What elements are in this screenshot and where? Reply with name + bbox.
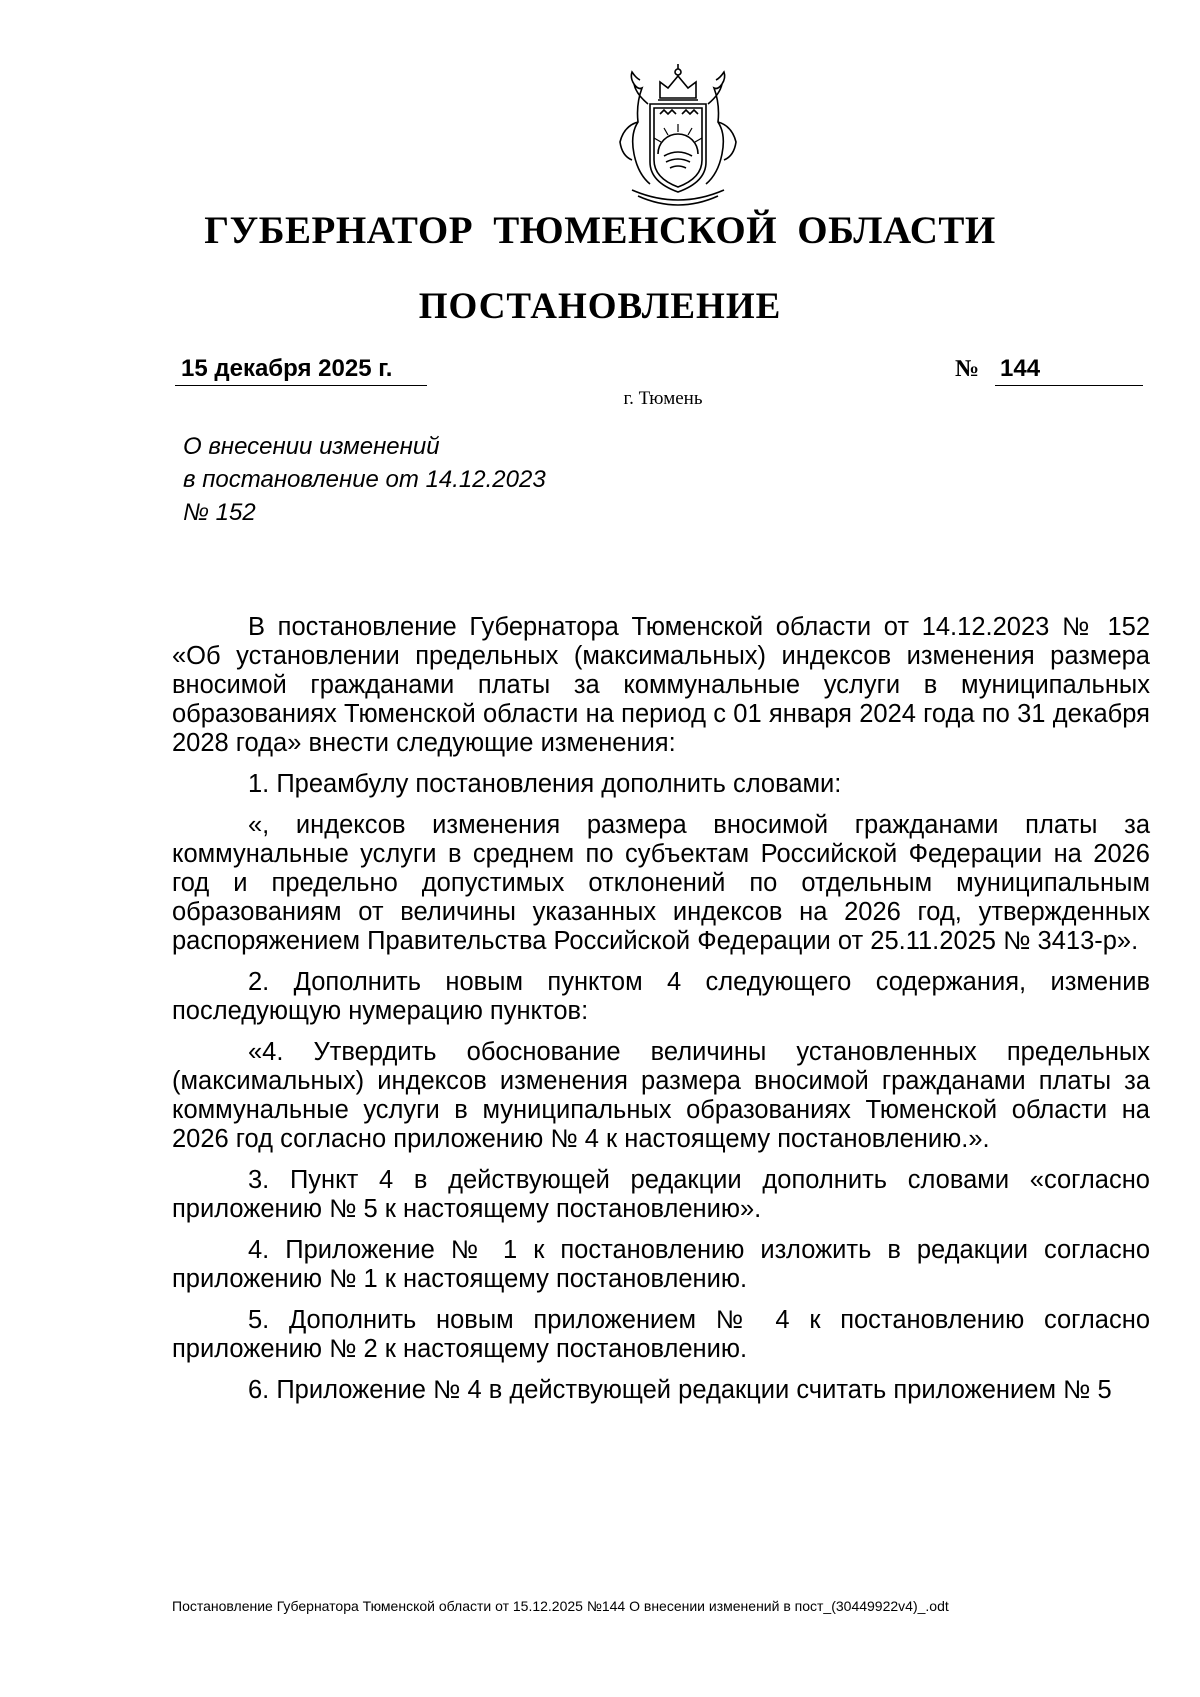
body-paragraph: 2. Дополнить новым пунктом 4 следующего содержания, изменив последующую нумерацию пунктов: xyxy=(172,968,1150,1025)
document-type-heading: ПОСТАНОВЛЕНИЕ xyxy=(418,286,782,327)
body-paragraph: В постановление Губернатора Тюменской области от 14.12.2023 № 152 «Об установлении предельных (максимальных) индексов изменения размера вносимой гражданами платы за коммунальные услуги в муниципальных образованиях Тюменской области на период с 01 января 2024 года по 31 декабря 2028 года» внести следующие изменения: xyxy=(172,613,1150,757)
document-number: 144 xyxy=(995,353,1143,386)
body-paragraph: 3. Пункт 4 в действующей редакции дополнить словами «согласно приложению № 5 к настоящему постановлению». xyxy=(172,1166,1150,1223)
body-paragraph: 4. Приложение № 1 к постановлению изложить в редакции согласно приложению № 1 к настоящему постановлению. xyxy=(172,1236,1150,1293)
subject-line: О внесении изменений xyxy=(183,433,440,460)
document-subject xyxy=(183,430,546,529)
body-paragraph: 1. Преамбулу постановления дополнить словами: xyxy=(248,770,842,798)
body-paragraph: «4. Утвердить обоснование величины установленных предельных (максимальных) индексов изменения размера вносимой гражданами платы за коммунальные услуги в муниципальных образованиях Тюменской области на 2026 год согласно приложению № 4 к настоящему постановлению.». xyxy=(172,1038,1150,1153)
subject-line: в постановление от 14.12.2023 xyxy=(183,466,546,493)
body-paragraph: 6. Приложение № 4 в действующей редакции считать приложением № 5 xyxy=(248,1376,1112,1404)
organization-heading: ГУБЕРНАТОР ТЮМЕНСКОЙ ОБЛАСТИ xyxy=(204,209,996,252)
document-date: 15 декабря 2025 г. xyxy=(175,353,427,386)
number-sign: № xyxy=(955,356,980,382)
body-paragraph: «, индексов изменения размера вносимой гражданами платы за коммунальные услуги в среднем по субъектам Российской Федерации на 2026 год и предельно допустимых отклонений по отдельным муниципальным образованиям от величины указанных индексов на 2026 год, утвержденных распоряжением Правительства Российской Федерации от 25.11.2025 № 3413-р». xyxy=(172,811,1150,955)
document-number-block xyxy=(955,353,1143,387)
document-body xyxy=(172,613,1150,1417)
page-footer: Постановление Губернатора Тюменской области от 15.12.2025 №144 О внесении изменений в пост_(30449922v4)_.odt xyxy=(172,1598,949,1614)
body-paragraph: 5. Дополнить новым приложением № 4 к постановлению согласно приложению № 2 к настоящему постановлению. xyxy=(172,1306,1150,1363)
coat-of-arms-emblem xyxy=(608,64,748,214)
city-label: г. Тюмень xyxy=(623,388,703,409)
subject-line: № 152 xyxy=(183,499,256,526)
